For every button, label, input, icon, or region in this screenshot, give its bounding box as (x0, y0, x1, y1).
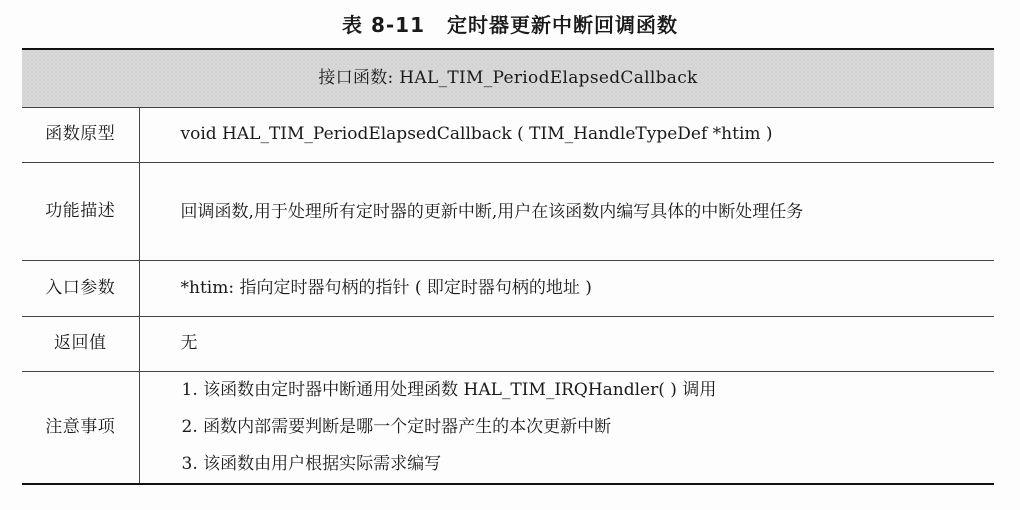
row-content: *htim: 指向定时器句柄的指针 ( 即定时器句柄的地址 ) (139, 261, 994, 317)
table-header-row (22, 49, 994, 108)
row-label: 返回值 (22, 317, 139, 372)
table-row (22, 372, 994, 485)
row-content: 无 (139, 317, 994, 372)
table-row (22, 261, 994, 317)
table-number: 表 8-11 (341, 13, 425, 37)
note-item: 2. 函数内部需要判断是哪一个定时器产生的本次更新中断 (181, 417, 612, 437)
table-row (22, 317, 994, 372)
table-header-cell (22, 49, 994, 108)
spec-table (22, 48, 994, 485)
row-content: 回调函数,用于处理所有定时器的更新中断,用户在该函数内编写具体的中断处理任务 (139, 163, 994, 261)
table-caption (0, 9, 1020, 38)
table-title: 定时器更新中断回调函数 (447, 13, 678, 37)
row-label: 函数原型 (22, 108, 139, 163)
row-label: 入口参数 (22, 261, 139, 317)
row-content: void HAL_TIM_PeriodElapsedCallback ( TIM_HandleTypeDef *htim ) (139, 108, 994, 163)
note-item: 1. 该函数由定时器中断通用处理函数 HAL_TIM_IRQHandler( ) 调用 (181, 380, 717, 400)
table-header-text: 接口函数: HAL_TIM_PeriodElapsedCallback (318, 67, 698, 88)
note-item: 3. 该函数由用户根据实际需求编写 (181, 454, 442, 474)
row-label: 功能描述 (22, 163, 139, 261)
table-row (22, 163, 994, 261)
row-label: 注意事项 (22, 372, 139, 485)
row-content (139, 372, 994, 485)
table-row (22, 108, 994, 163)
